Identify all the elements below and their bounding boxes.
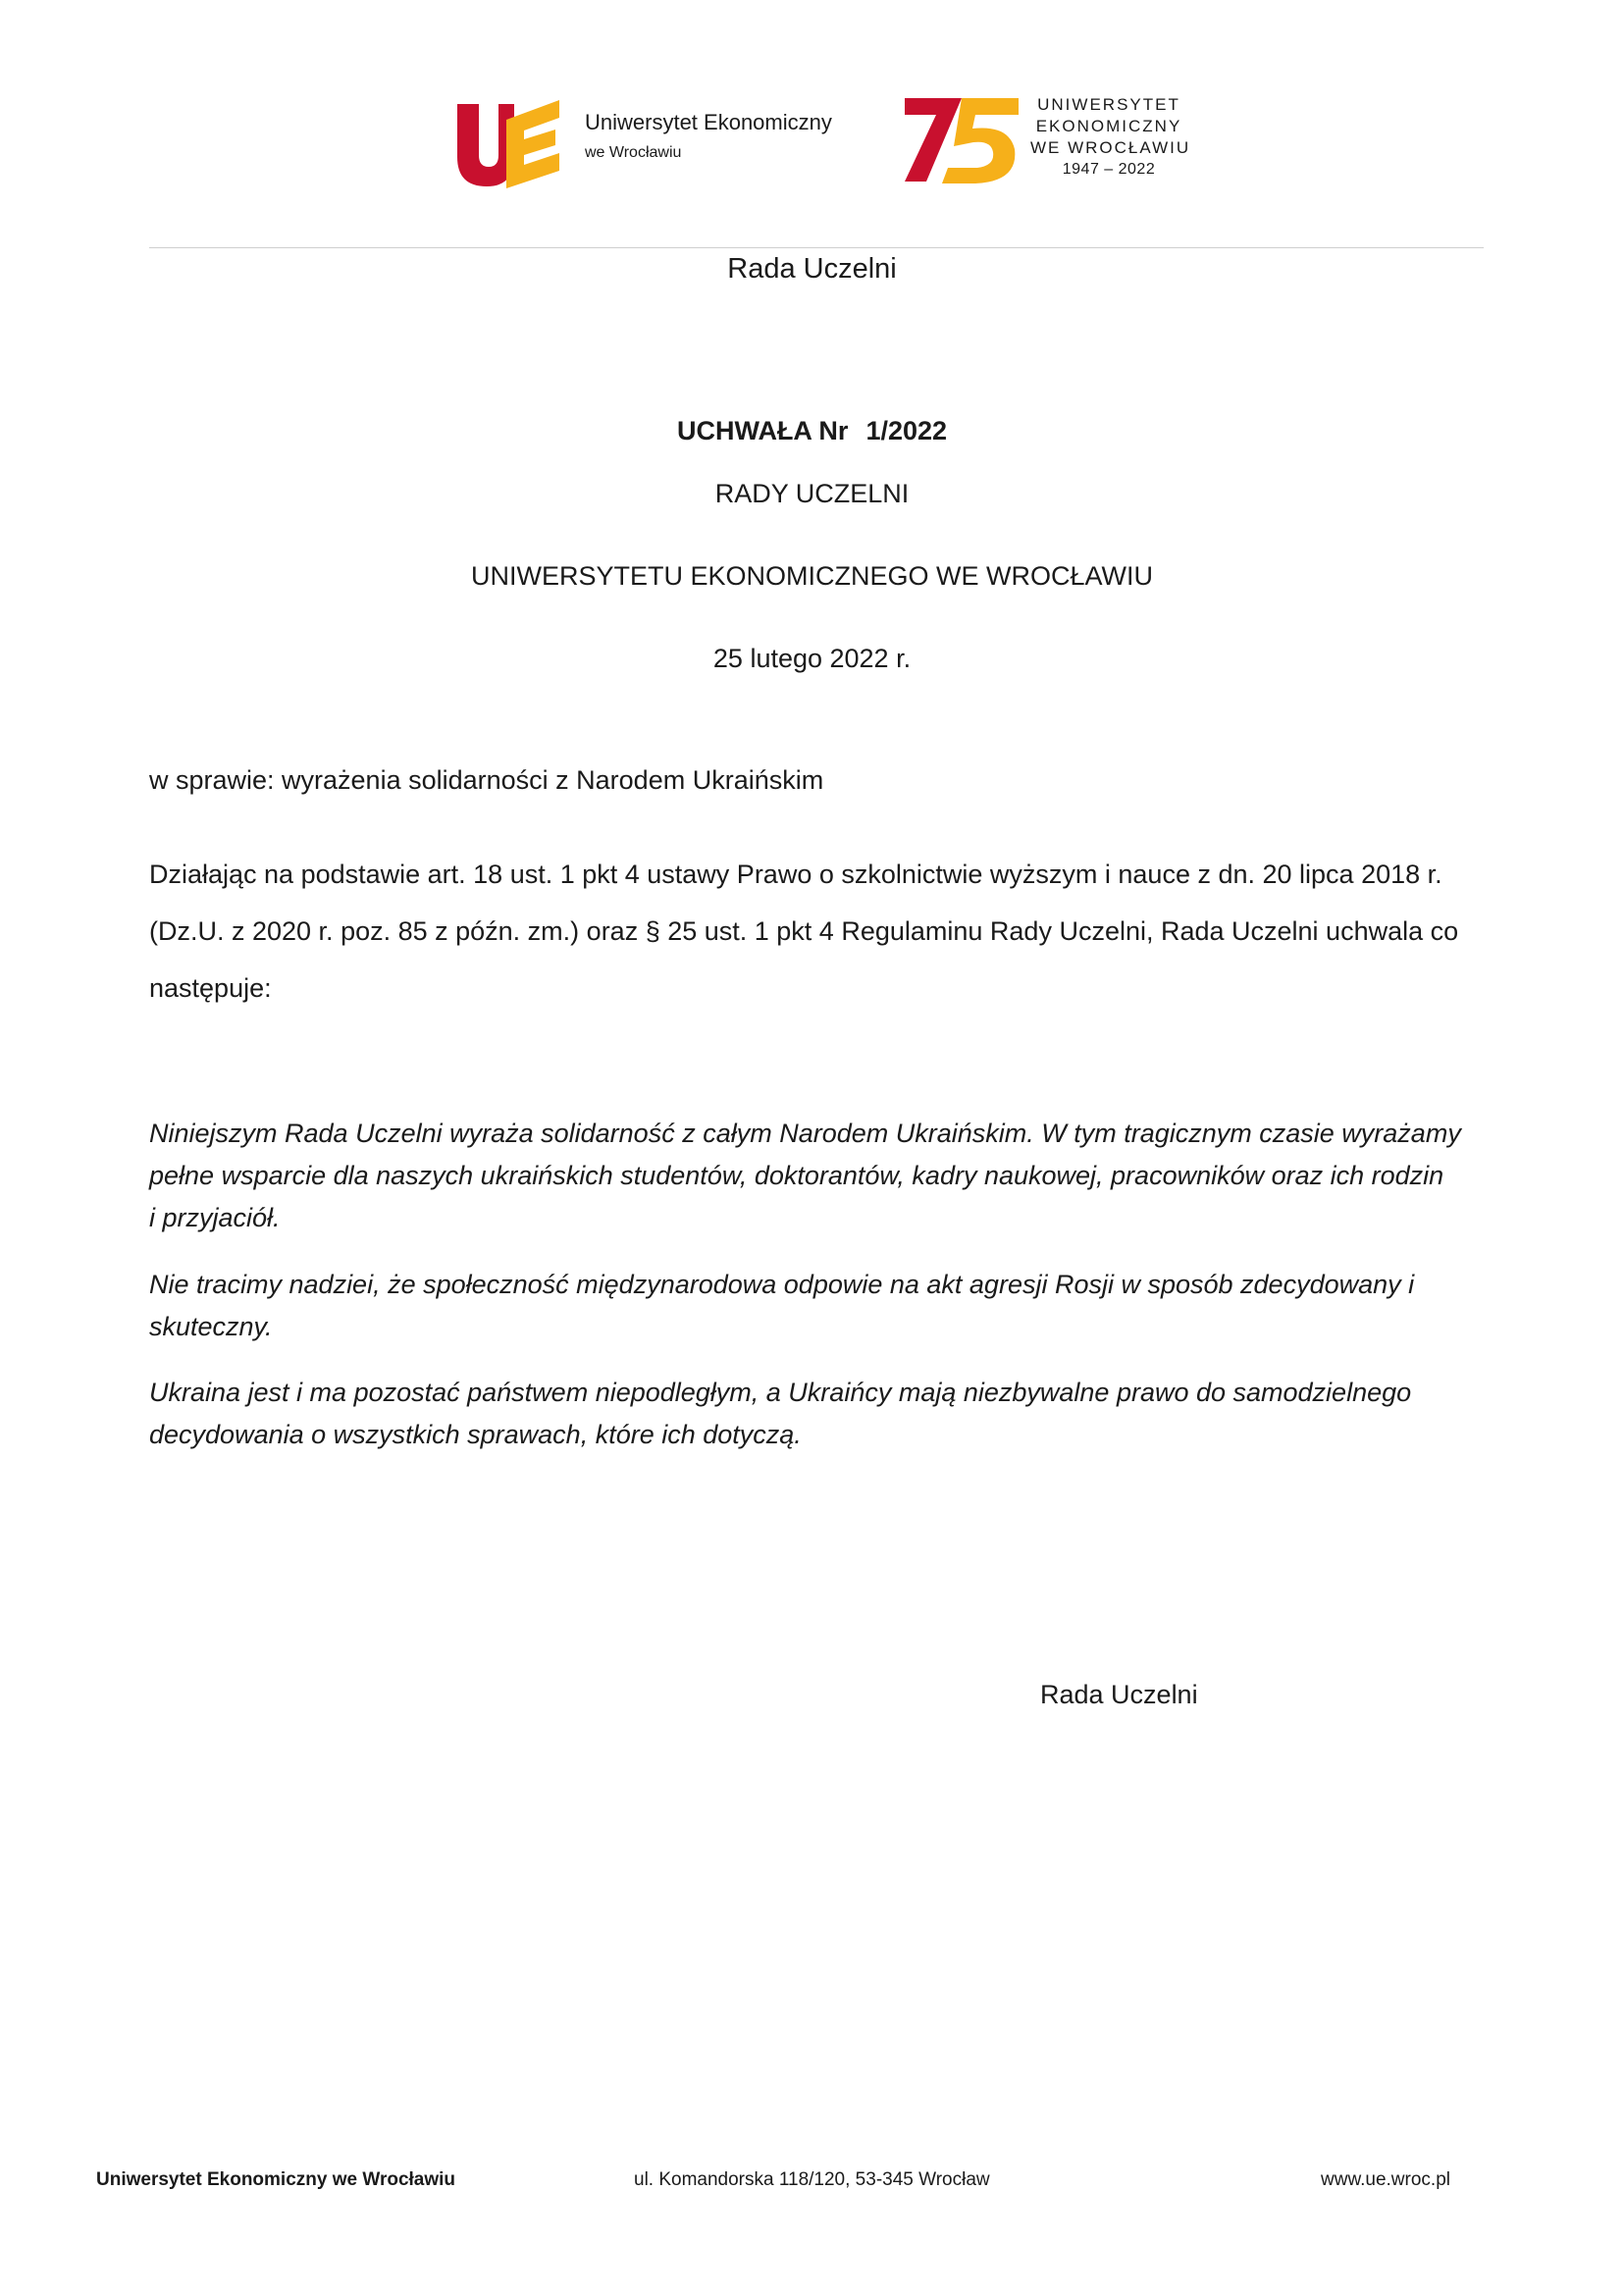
ue-logo-mark [453,98,561,188]
anniversary-75-logo [905,95,1021,185]
anniversary-text [1030,94,1191,181]
paragraph-line: i przyjaciół. [149,1203,281,1232]
footer-university-name: Uniwersytet Ekonomiczny we Wrocławiu [96,2169,456,2190]
organization-name: Rada Uczelni [727,253,897,285]
paragraph-line: Niniejszym Rada Uczelni wyraża solidarność z całym Narodem Ukraińskim. W tym tragicznym czasie wyrażamy [149,1119,1461,1148]
anniversary-line-1: UNIWERSYTET [1037,95,1180,114]
footer-website-link[interactable]: www.ue.wroc.pl [1321,2169,1450,2190]
paragraph-solidarity [149,1113,1489,1239]
resolution-university: UNIWERSYTETU EKONOMICZNEGO WE WROCŁAWIU [471,561,1153,591]
footer-address: ul. Komandorska 118/120, 53-345 Wrocław [634,2169,990,2190]
resolution-subject: w sprawie: wyrażenia solidarności z Narodem Ukraińskim [149,765,824,795]
legal-basis-line: (Dz.U. z 2020 r. poz. 85 z późn. zm.) oraz § 25 ust. 1 pkt 4 Regulaminu Rady Uczelni, Rada Uczelni uchwala co [149,916,1459,946]
paragraph-line: pełne wsparcie dla naszych ukraińskich studentów, doktorantów, kadry naukowej, pracowników oraz ich rodzin [149,1161,1444,1190]
paragraph-independence [149,1372,1489,1456]
anniversary-line-2: EKONOMICZNY [1035,117,1182,135]
anniversary-years: 1947 – 2022 [1062,161,1156,178]
header-divider [149,247,1484,248]
paragraph-hope [149,1264,1489,1348]
resolution-label: UCHWAŁA Nr [676,416,849,445]
signature: Rada Uczelni [1040,1680,1198,1709]
legal-basis-line: następuje: [149,973,272,1003]
legal-basis-line: Działając na podstawie art. 18 ust. 1 pkt 4 ustawy Prawo o szkolnictwie wyższym i nauce z dn. 20 lipca 2018 r. [149,860,1442,889]
university-name: Uniwersytet Ekonomiczny [585,110,832,134]
resolution-title [0,416,1624,446]
resolution-number: 1/2022 [865,416,948,445]
paragraph-line: Ukraina jest i ma pozostać państwem niepodległym, a Ukraińcy mają niezbywalne prawo do samodzielnego [149,1378,1412,1407]
resolution-date: 25 lutego 2022 r. [712,644,912,673]
paragraph-line: skuteczny. [149,1312,273,1341]
university-city: we Wrocławiu [585,144,682,161]
paragraph-line: decydowania o wszystkich sprawach, które ich dotyczą. [149,1420,802,1449]
resolution-body-name: RADY UCZELNI [714,479,910,508]
anniversary-line-3: WE WROCŁAWIU [1030,138,1191,157]
legal-basis [149,846,1489,1017]
paragraph-line: Nie tracimy nadziei, że społeczność międzynarodowa odpowie na akt agresji Rosji w sposób zdecydowany i [149,1270,1415,1299]
